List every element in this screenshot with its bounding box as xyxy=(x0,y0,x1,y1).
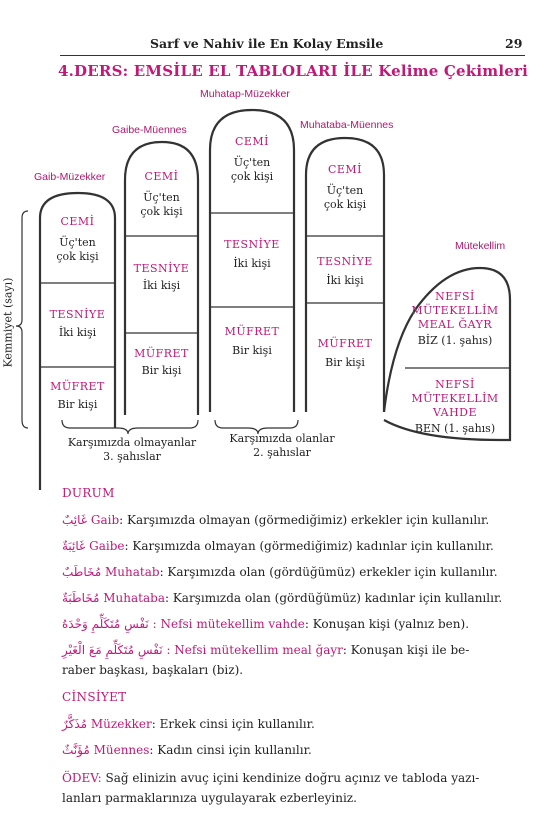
mufret-title: MÜFRET xyxy=(50,380,105,393)
cemi-desc: Üç'ten xyxy=(233,156,271,169)
finger2-cemi xyxy=(125,170,198,219)
cinsiyet-line xyxy=(62,716,315,732)
durum-line xyxy=(62,538,494,554)
cemi-title: CEMİ xyxy=(327,163,363,176)
thumb-vahde xyxy=(400,378,510,436)
brace-caption-present xyxy=(222,432,342,460)
durum-line xyxy=(62,564,498,580)
durum-line xyxy=(62,590,502,606)
thumb-title: VAHDE xyxy=(432,406,478,419)
label-gaib-muzekker: Gaib-Müzekker xyxy=(34,171,106,183)
durum-line xyxy=(62,512,489,528)
finger1-tesniye xyxy=(40,308,115,340)
odev-label: ÖDEV: xyxy=(62,771,102,785)
cemi-desc: Üç'ten xyxy=(59,236,96,249)
term: Muhataba xyxy=(103,591,165,605)
finger4-tesniye xyxy=(306,255,384,288)
page-number: 29 xyxy=(505,36,523,51)
thumb-title: MEAL ĞAYR xyxy=(417,318,493,331)
arabic-term: مُخَاطَبٌ xyxy=(62,565,102,579)
thumb-title: NEFSİ xyxy=(435,290,475,303)
thumb-desc: BEN (1. şahıs) xyxy=(414,422,496,435)
term: Müzekker xyxy=(90,717,152,731)
finger4-cemi xyxy=(306,163,384,212)
definition: : Karşımızda olmayan (görmediğimiz) erkekler için kullanılır. xyxy=(119,513,490,527)
durum-line xyxy=(62,616,469,632)
definition: : Karşımızda olmayan (görmediğimiz) kadınlar için kullanılır. xyxy=(124,539,494,553)
lesson-title: 4.DERS: EMSİLE EL TABLOLARI İLE Kelime Çekimleri xyxy=(58,62,529,80)
caption-line: Karşımızda olmayanlar xyxy=(67,436,197,449)
cemi-title: CEMİ xyxy=(144,170,179,183)
cemi-desc: çok kişi xyxy=(230,170,274,183)
caption-line: 2. şahıslar xyxy=(253,446,311,459)
tesniye-desc: İki kişi xyxy=(58,326,97,339)
arabic-term: غَائِبٌ xyxy=(62,513,88,527)
caption-line: Karşımızda olanlar xyxy=(229,432,335,445)
finger1-mufret xyxy=(40,380,115,412)
tesniye-title: TESNİYE xyxy=(49,308,106,321)
label-mutekellim: Mütekellim xyxy=(455,240,506,252)
tesniye-title: TESNİYE xyxy=(317,255,373,268)
tesniye-desc: İki kişi xyxy=(233,257,271,270)
cemi-title: CEMİ xyxy=(60,215,95,228)
mufret-desc: Bir kişi xyxy=(57,398,98,411)
term: Muhatab xyxy=(105,565,160,579)
label-muhatap-muzekker: Muhatap-Müzekker xyxy=(200,88,290,100)
definition: : Karşımızda olan (gördüğümüz) kadınlar için kullanılır. xyxy=(164,591,503,605)
odev-line-cont: lanları parmaklarınıza uygulayarak ezberleyiniz. xyxy=(62,791,357,805)
definition: : Konuşan kişi (yalnız ben). xyxy=(304,617,470,631)
finger3-mufret xyxy=(210,325,294,358)
thumb-title: NEFSİ xyxy=(435,378,475,391)
mufret-title: MÜFRET xyxy=(134,347,189,360)
cemi-desc: Üç'ten xyxy=(326,184,364,197)
mufret-desc: Bir kişi xyxy=(141,364,182,377)
finger3-cemi xyxy=(210,135,294,184)
term: Gaib xyxy=(90,513,120,527)
arabic-term: نَفْسِ مُتَكَلِّمِ مَعَ الْغَيْرِ xyxy=(62,643,163,657)
term: Gaibe xyxy=(89,539,125,553)
term: : Nefsi mütekellim meal ğayr xyxy=(166,643,343,657)
kemmiyet-label: Kemmiyet (sayı) xyxy=(1,277,15,368)
label-muhataba-muennes: Muhataba-Müennes xyxy=(300,119,394,131)
thumb-meal-gayr xyxy=(400,290,510,348)
book-title: Sarf ve Nahiv ile En Kolay Emsile xyxy=(150,36,384,51)
label-gaibe-muennes: Gaibe-Müennes xyxy=(112,124,187,136)
arabic-term: غَائِبَةٌ xyxy=(62,539,86,553)
definition: : Karşımızda olan (gördüğümüz) erkekler için kullanılır. xyxy=(159,565,498,579)
cemi-desc: çok kişi xyxy=(140,205,183,218)
tesniye-desc: İki kişi xyxy=(326,274,364,287)
odev-text: Sağ elinizin avuç içini kendinize doğru açınız ve tabloda yazı- xyxy=(101,771,480,785)
tesniye-title: TESNİYE xyxy=(133,262,190,275)
thumb-title: MÜTEKELLİM xyxy=(411,304,499,317)
finger2-tesniye xyxy=(125,262,198,293)
cinsiyet-heading: CİNSİYET xyxy=(62,690,127,704)
durum-line xyxy=(62,642,469,658)
brace-caption-absent xyxy=(62,436,202,464)
finger3-tesniye xyxy=(210,238,294,271)
durum-line-cont: raber başkası, başkaları (biz). xyxy=(62,663,244,677)
tesniye-desc: İki kişi xyxy=(142,279,181,292)
thumb-desc: BİZ (1. şahıs) xyxy=(417,334,493,347)
cemi-title: CEMİ xyxy=(234,135,270,148)
odev-line xyxy=(62,770,479,786)
mufret-desc: Bir kişi xyxy=(232,344,272,357)
mufret-desc: Bir kişi xyxy=(325,356,365,369)
mufret-title: MÜFRET xyxy=(317,337,373,350)
definition: : Kadın cinsi için kullanılır. xyxy=(149,743,312,757)
cemi-desc: çok kişi xyxy=(56,250,99,263)
caption-line: 3. şahıslar xyxy=(103,450,161,463)
term: Müennes xyxy=(93,743,150,757)
durum-heading: DURUM xyxy=(62,486,115,500)
arabic-term: نَفْسِ مُتَكَلِّمِ وَحْدَهُ xyxy=(62,617,149,631)
cemi-desc: Üç'ten xyxy=(143,191,180,204)
cinsiyet-line xyxy=(62,742,312,758)
definition: : Erkek cinsi için kullanılır. xyxy=(151,717,315,731)
finger4-mufret xyxy=(306,337,384,370)
mufret-title: MÜFRET xyxy=(224,325,280,338)
cemi-desc: çok kişi xyxy=(323,198,367,211)
finger1-cemi xyxy=(40,215,115,264)
arabic-term: مُؤَنَّثٌ xyxy=(62,743,90,757)
thumb-title: MÜTEKELLİM xyxy=(411,392,499,405)
arabic-term: مُذَكَّرٌ xyxy=(62,717,88,731)
finger2-mufret xyxy=(125,347,198,378)
tesniye-title: TESNİYE xyxy=(224,238,280,251)
term: : Nefsi mütekellim vahde xyxy=(152,617,305,631)
definition: : Konuşan kişi ile be- xyxy=(342,643,470,657)
arabic-term: مُخَاطَبَةٌ xyxy=(62,591,100,605)
